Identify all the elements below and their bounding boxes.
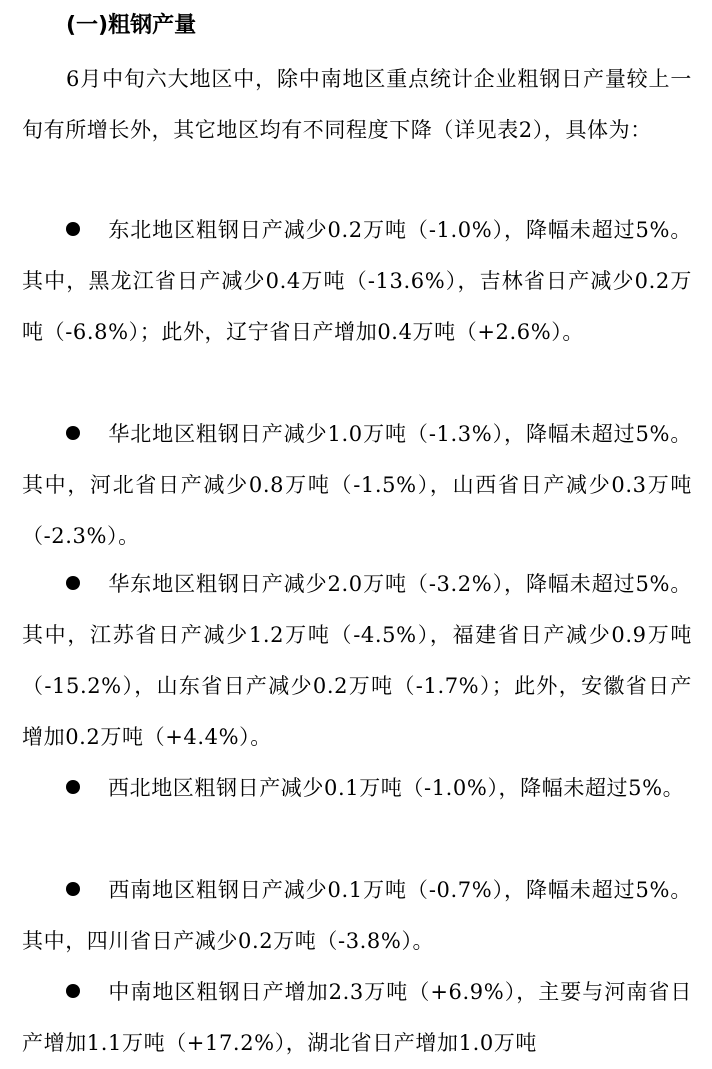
section-heading: (一)粗钢产量 — [66, 13, 197, 38]
region-paragraph-east — [22, 559, 692, 763]
region-text-north: 华北地区粗钢日产减少1.0万吨（-1.3%），降幅未超过5%。其中，河北省日产减少0.8万吨（-1.5%），山西省日产减少0.3万吨（-2.3%）。 — [22, 422, 692, 548]
bullet-icon — [66, 576, 80, 590]
region-text-east: 华东地区粗钢日产减少2.0万吨（-3.2%），降幅未超过5%。其中，江苏省日产减少1.2万吨（-4.5%），福建省日产减少0.9万吨（-15.2%），山东省日产减少0.2万吨（-1.7%）；此外，安徽省日产增加0.2万吨（+4.4%）。 — [22, 572, 692, 749]
intro-paragraph: 6月中旬六大地区中，除中南地区重点统计企业粗钢日产量较上一旬有所增长外，其它地区均有不同程度下降（详见表2），具体为： — [22, 67, 692, 142]
region-text-central-south: 中南地区粗钢日产增加2.3万吨（+6.9%），主要与河南省日产增加1.1万吨（+17.2%），湖北省日产增加1.0万吨 — [22, 980, 692, 1055]
region-text-southwest: 西南地区粗钢日产减少0.1万吨（-0.7%），降幅未超过5%。其中，四川省日产减少0.2万吨（-3.8%）。 — [22, 878, 692, 953]
bullet-icon — [66, 780, 80, 794]
region-text-northeast: 东北地区粗钢日产减少0.2万吨（-1.0%），降幅未超过5%。其中，黑龙江省日产减少0.4万吨（-13.6%），吉林省日产减少0.2万吨（-6.8%）；此外，辽宁省日产增加0.4万吨（+2.6%）。 — [22, 218, 692, 344]
bullet-icon — [66, 984, 80, 998]
region-paragraph-southwest — [22, 865, 692, 967]
bullet-icon — [66, 882, 80, 896]
region-paragraph-northeast — [22, 205, 692, 358]
region-paragraph-northwest — [22, 763, 692, 814]
region-paragraph-central-south — [22, 967, 692, 1069]
region-paragraph-north — [22, 409, 692, 562]
bullet-icon — [66, 222, 80, 236]
region-text-northwest: 西北地区粗钢日产减少0.1万吨（-1.0%），降幅未超过5%。 — [108, 776, 685, 800]
bullet-icon — [66, 426, 80, 440]
